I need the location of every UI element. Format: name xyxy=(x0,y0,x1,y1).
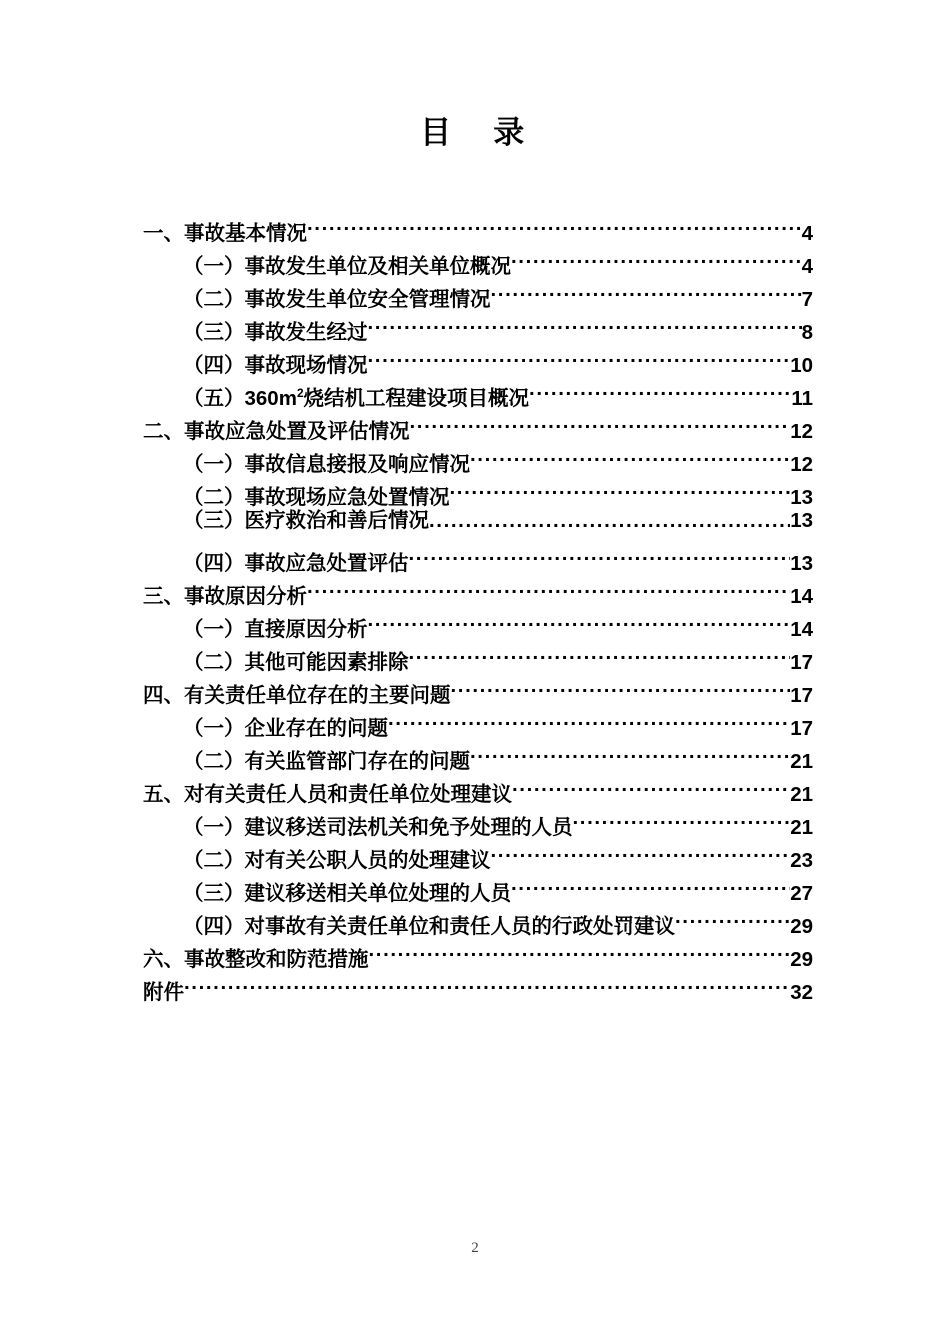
toc-entry-label: （三）事故发生经过 xyxy=(183,321,368,344)
toc-dot-leader xyxy=(512,768,790,801)
toc-entry-label: （二）事故发生单位安全管理情况 xyxy=(183,288,491,311)
toc-entry-label: （四）事故现场情况 xyxy=(183,354,368,377)
toc-entry-page-number: 29 xyxy=(790,915,813,938)
table-of-contents xyxy=(143,207,813,1004)
toc-entry-page-number: 4 xyxy=(801,255,813,278)
toc-entry-page-number: 23 xyxy=(790,849,813,872)
page-title: 目 录 xyxy=(420,115,530,150)
toc-dot-leader xyxy=(409,537,791,570)
toc-entry[interactable] xyxy=(143,504,813,537)
toc-dot-leader xyxy=(529,372,791,405)
toc-dot-leader xyxy=(675,900,790,933)
toc-entry-page-number: 14 xyxy=(790,585,813,608)
toc-entry-page-number: 21 xyxy=(790,816,813,839)
toc-entry-label: （四）事故应急处置评估 xyxy=(183,552,409,575)
toc-dot-leader xyxy=(451,669,791,702)
page-number-footer: 2 xyxy=(471,1240,479,1256)
toc-entry-page-number: 27 xyxy=(790,882,813,905)
toc-dot-leader xyxy=(491,273,802,306)
toc-entry-page-number: 17 xyxy=(790,684,813,707)
toc-entry-page-number: 21 xyxy=(790,783,813,806)
toc-entry-label: （一）建议移送司法机关和免予处理的人员 xyxy=(183,816,573,839)
toc-dot-leader xyxy=(470,438,790,471)
toc-entry-page-number: 12 xyxy=(790,453,813,476)
toc-entry-page-number: 13 xyxy=(790,486,813,509)
toc-dot-leader xyxy=(368,603,791,636)
toc-entry-page-number: 12 xyxy=(790,420,813,443)
toc-entry-page-number: 11 xyxy=(791,387,813,410)
toc-dot-leader xyxy=(368,339,791,372)
toc-entry-page-number: 29 xyxy=(790,948,813,971)
toc-entry-page-number: 17 xyxy=(790,651,813,674)
toc-dot-leader xyxy=(409,636,791,669)
toc-entry-label: 三、事故原因分析 xyxy=(143,585,307,608)
toc-dot-leader xyxy=(410,405,791,438)
toc-entry-label: 四、有关责任单位存在的主要问题 xyxy=(143,684,451,707)
toc-entry-label: 六、事故整改和防范措施 xyxy=(143,948,369,971)
toc-dot-leader xyxy=(388,702,790,735)
toc-entry-page-number: 8 xyxy=(801,321,813,344)
toc-entry-page-number: 21 xyxy=(790,750,813,773)
toc-entry-page-number: 13 xyxy=(790,552,813,575)
toc-dot-leader xyxy=(184,966,790,999)
toc-entry-page-number: 13 xyxy=(790,509,813,532)
toc-entry-label: （二）有关监管部门存在的问题 xyxy=(183,750,470,773)
toc-dot-leader xyxy=(369,933,791,966)
toc-dot-leader xyxy=(491,834,791,867)
toc-entry-label: （一）直接原因分析 xyxy=(183,618,368,641)
toc-entry[interactable] xyxy=(143,537,813,575)
toc-dot-leader xyxy=(470,735,790,768)
toc-entry-page-number: 32 xyxy=(790,981,813,1004)
toc-entry[interactable] xyxy=(143,966,813,1004)
toc-dot-leader xyxy=(511,240,802,273)
toc-entry-page-number: 4 xyxy=(801,222,813,245)
toc-entry-label: 二、事故应急处置及评估情况 xyxy=(143,420,410,443)
toc-entry-page-number: 10 xyxy=(790,354,813,377)
toc-dot-leader xyxy=(307,570,790,603)
toc-entry-page-number: 7 xyxy=(801,288,813,311)
toc-entry-label: （一）事故发生单位及相关单位概况 xyxy=(183,255,511,278)
toc-entry-label: （四）对事故有关责任单位和责任人员的行政处罚建议 xyxy=(183,915,675,938)
toc-entry-label: （二）对有关公职人员的处理建议 xyxy=(183,849,491,872)
toc-entry-label: （一）企业存在的问题 xyxy=(183,717,388,740)
toc-dot-leader xyxy=(573,801,791,834)
toc-dot-leader xyxy=(450,471,791,504)
toc-entry[interactable] xyxy=(143,207,813,245)
toc-entry-label: （二）事故现场应急处置情况 xyxy=(183,486,450,509)
toc-entry-label: 五、对有关责任人员和责任单位处理建议 xyxy=(143,783,512,806)
toc-entry-label: （三）建议移送相关单位处理的人员 xyxy=(183,882,511,905)
toc-entry-label: （三）医疗救治和善后情况 xyxy=(183,509,429,532)
toc-dot-leader xyxy=(511,867,790,900)
toc-entry-label: （五）$360m^2$烧结机工程建设项目概况 xyxy=(183,386,530,410)
toc-dot-leader xyxy=(307,207,802,240)
toc-dot-leader xyxy=(429,504,790,537)
toc-entry-label: （一）事故信息接报及响应情况 xyxy=(183,453,470,476)
toc-entry-page-number: 14 xyxy=(790,618,813,641)
toc-dot-leader xyxy=(368,306,802,339)
toc-entry-label: （二）其他可能因素排除 xyxy=(183,651,409,674)
toc-entry-label: 一、事故基本情况 xyxy=(143,222,307,245)
toc-entry-label: 附件 xyxy=(143,981,184,1004)
toc-entry-page-number: 17 xyxy=(790,717,813,740)
